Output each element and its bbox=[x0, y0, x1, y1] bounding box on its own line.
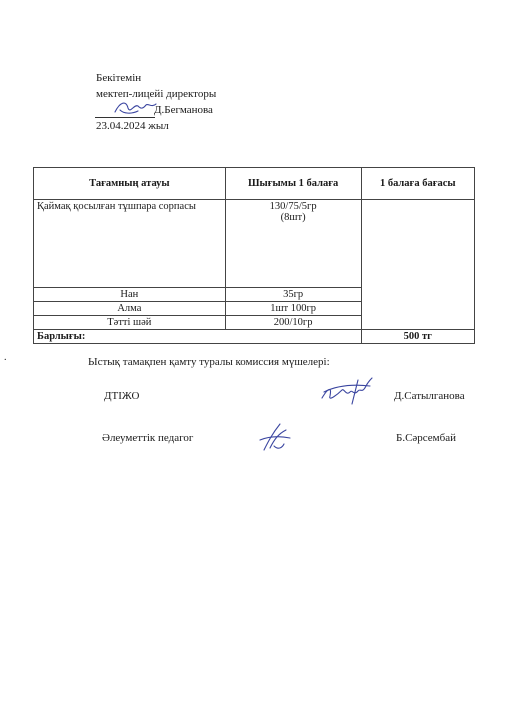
approval-name: Д.Бегманова bbox=[154, 104, 213, 116]
dish-yield-cell: 1шт 100гр bbox=[225, 302, 361, 316]
approval-date: 23.04.2024 жыл bbox=[96, 120, 169, 132]
stray-dot: . bbox=[4, 352, 7, 363]
header-dish-name: Тағамның атауы bbox=[34, 168, 226, 200]
member-signature-1 bbox=[318, 374, 380, 408]
table-header-row bbox=[34, 168, 475, 200]
director-signature bbox=[112, 96, 160, 120]
yield-line-2: (8шт) bbox=[280, 212, 306, 223]
approval-position: мектеп-лицейі директоры bbox=[96, 88, 217, 100]
dish-yield-cell: 35гр bbox=[225, 288, 361, 302]
dish-name-cell: Тәтті шәй bbox=[34, 316, 226, 330]
yield-line-1: 130/75/5гр bbox=[269, 201, 317, 212]
commission-title: Ыстық тамақпен қамту туралы комиссия мүшелері: bbox=[88, 356, 330, 368]
total-price: 500 тг bbox=[361, 330, 474, 344]
dish-name-cell: Қаймақ қосылған тұшпара сорпасы bbox=[34, 200, 226, 288]
member-signature-2 bbox=[256, 420, 296, 456]
member-name-1: Д.Сатылганова bbox=[394, 390, 465, 402]
member-role-1: ДТІЖО bbox=[104, 390, 140, 402]
dish-yield-cell: 200/10гр bbox=[225, 316, 361, 330]
approval-title: Бекітемін bbox=[96, 72, 142, 84]
dish-name-cell: Алма bbox=[34, 302, 226, 316]
member-role-2: Әлеуметтік педагог bbox=[102, 432, 194, 444]
menu-table bbox=[33, 167, 475, 344]
table-row bbox=[34, 200, 475, 288]
table-total-row bbox=[34, 330, 475, 344]
dish-yield-cell bbox=[225, 200, 361, 288]
member-name-2: Б.Сәрсембай bbox=[396, 432, 457, 444]
header-price: 1 балаға бағасы bbox=[361, 168, 474, 200]
dish-name-cell: Нан bbox=[34, 288, 226, 302]
price-cell-empty bbox=[361, 200, 474, 330]
header-yield: Шығымы 1 балаға bbox=[225, 168, 361, 200]
total-label: Барлығы: bbox=[34, 330, 362, 344]
